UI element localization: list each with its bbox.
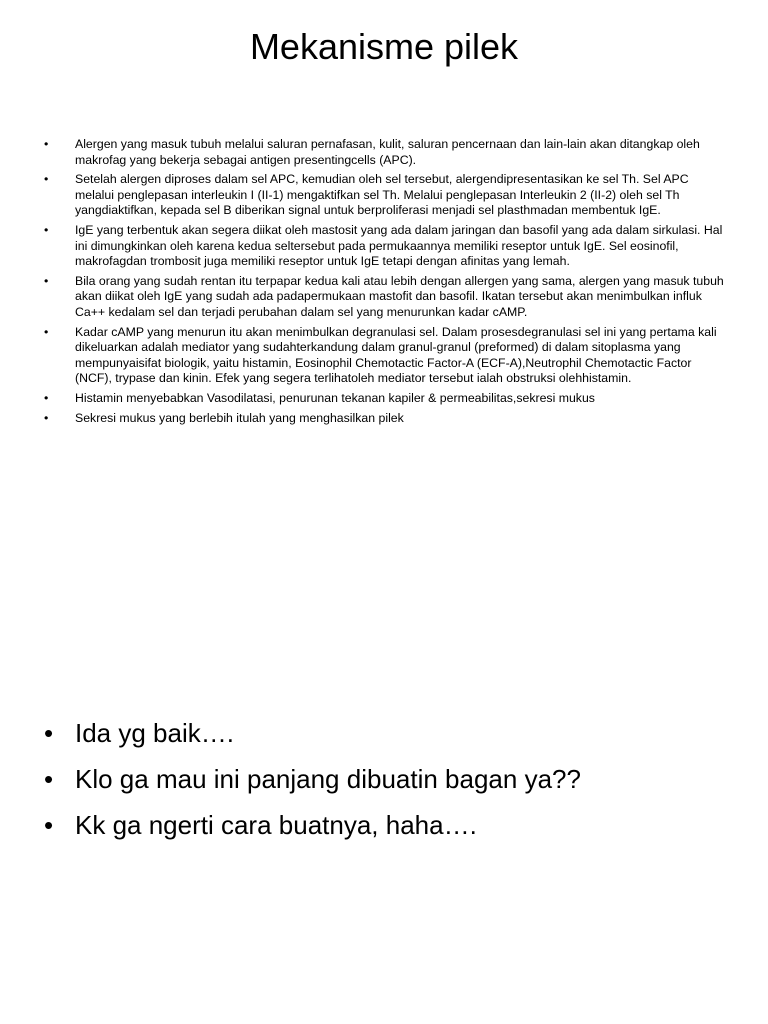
body-bullet-text: IgE yang terbentuk akan segera diikat oleh mastosit yang ada dalam jaringan dan basofil yang ada dalam sirkulasi. Hal ini dimungkinkan oleh karena kedua seltersebut pada permukaannya memiliki reseptor untuk IgE. Sel eosinofil, makrofagdan trombosit juga memiliki reseptor untuk IgE tetapi dengan afinitas yang lemah.: [75, 222, 723, 269]
comment-bullet-text: Ida yg baik….: [75, 718, 234, 748]
body-bullet-text: Sekresi mukus yang berlebih itulah yang menghasilkan pilek: [75, 410, 404, 425]
bullet-dot-icon: •: [44, 410, 49, 425]
slide-title: Mekanisme pilek: [249, 26, 519, 67]
body-bullet-item: [44, 137, 724, 168]
bullet-dot-icon: •: [44, 137, 49, 151]
body-bullet-text: Alergen yang masuk tubuh melalui saluran pernafasan, kulit, saluran pencernaan dan lain-lain akan ditangkap oleh makrofag yang bekerja sebagai antigen presentingcells (APC).: [75, 137, 700, 167]
body-bullet-item: [44, 411, 724, 427]
body-bullet-item: [44, 391, 724, 407]
bullet-dot-icon: •: [44, 810, 54, 840]
body-bullet-item: [44, 172, 724, 219]
body-bullet-text: Setelah alergen diproses dalam sel APC, kemudian oleh sel tersebut, alergendipresentasikan ke sel Th. Sel APC melalui penglepasan interleukin I (II-1) mengaktifkan sel Th. Melalui penglepasan Interleukin 2 (II-2) oleh sel Th yangdiaktifkan, kepada sel B diberikan signal untuk berproliferasi menjadi sel plasthmadan membentuk IgE.: [75, 172, 689, 218]
comment-bullet-text: Klo ga mau ini panjang dibuatin bagan ya??: [75, 764, 581, 794]
body-bullet-text: Kadar cAMP yang menurun itu akan menimbulkan degranulasi sel. Dalam prosesdegranulasi sel ini yang pertama kali dikeluarkan adalah mediator yang sudahterkandung dalam granul-granul (preformed) di dalam sitoplasma yang mempunyaisifat biologik, yaitu histamin, Eosinophil Chemotactic Factor-A (ECF-A),Neutrophil Chemotactic Factor (NCF), trypase dan kinin. Efek yang segera terlihatoleh mediator tersebut ialah obstruksi olehhistamin.: [75, 324, 717, 386]
body-bullet-text: Histamin menyebabkan Vasodilatasi, penurunan tekanan kapiler & permeabilitas,sekresi mukus: [75, 390, 595, 405]
bullet-dot-icon: •: [44, 390, 49, 405]
comment-bullet-list: [44, 716, 724, 854]
body-bullet-item: [44, 274, 724, 321]
bullet-dot-icon: •: [44, 172, 49, 187]
comment-bullet-text: Kk ga ngerti cara buatnya, haha….: [75, 810, 477, 840]
comment-bullet-item: [44, 716, 724, 750]
bullet-dot-icon: •: [44, 222, 49, 237]
bullet-dot-icon: •: [44, 324, 49, 339]
body-bullet-item: [44, 325, 724, 387]
comment-bullet-item: [44, 762, 724, 796]
bullet-dot-icon: •: [44, 718, 54, 748]
comment-bullet-item: [44, 808, 724, 842]
body-bullet-list: [44, 137, 724, 430]
body-bullet-text: Bila orang yang sudah rentan itu terpapar kedua kali atau lebih dengan allergen yang sama, alergen yang masuk tubuh akan diikat oleh IgE yang sudah ada padapermukaan mastofit dan basofil. Ikatan tersebut akan menimbulkan influk Ca++ kedalam sel dan terjadi perubahan dalam sel yang menurunkan kadar cAMP.: [75, 273, 724, 319]
bullet-dot-icon: •: [44, 273, 49, 288]
body-bullet-item: [44, 223, 724, 270]
bullet-dot-icon: •: [44, 764, 54, 794]
